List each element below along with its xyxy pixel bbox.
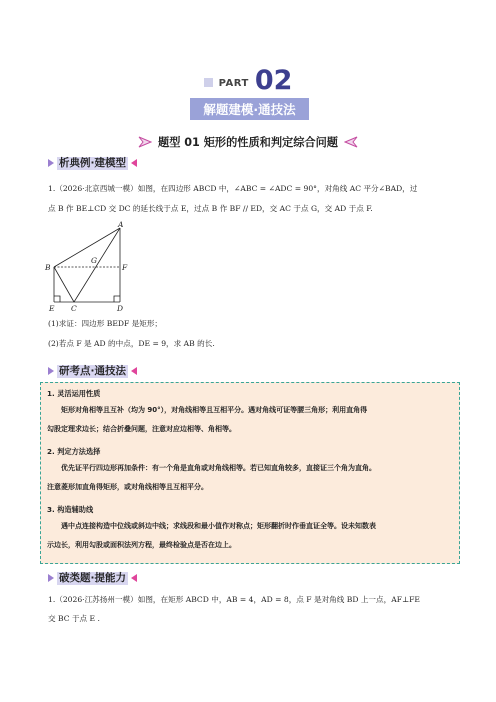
label-e: E <box>49 304 55 313</box>
part-number: 02 <box>254 65 293 96</box>
label-d: D <box>117 304 124 313</box>
right-ribbon-icon <box>344 135 358 149</box>
method-item-line: 优先证平行四边形再加条件：有一个角是直角或对角线相等。若已知直角较多，直接证三个角为直角。 <box>61 464 376 472</box>
label-g: G <box>91 256 97 265</box>
method-item-line: 矩形对角相等且互补（均为 90°），对角线相等且互相平分。遇对角线可证等腰三角形；利用直角得 <box>61 406 368 414</box>
method-item-line: 勾股定理求边长；结合折叠问题，注意对应边相等、角相等。 <box>47 425 236 433</box>
question-1: (1)求证：四边形 BEDF 是矩形； <box>48 319 163 328</box>
method-item-line: 注意菱形加直角得矩形，或对角线相等且互相平分。 <box>47 483 208 491</box>
practice-line-2: 交 BC 于点 E . <box>48 614 100 623</box>
section-label: 破类题·提能力 <box>59 571 126 584</box>
section-label: 研考点·通技法 <box>59 364 126 377</box>
triangle-left-icon <box>48 367 54 375</box>
method-item-line: 遇中点连接构造中位线或斜边中线；求线段和最小值作对称点；矩形翻折时作垂直证全等。设未知数表 <box>61 522 376 530</box>
type-title: 题型 01 矩形的性质和判定综合问题 <box>158 136 338 149</box>
practice-line-1: 1.（2026·江苏扬州一模）如图，在矩形 ABCD 中，AB = 4，AD = 8，点 F 是对角线 BD 上一点，AF⊥FE <box>48 595 420 604</box>
section-heading-method <box>48 364 137 378</box>
type-title-row <box>0 132 496 152</box>
part-square-icon <box>204 78 213 87</box>
section-heading-analyze <box>48 156 137 170</box>
triangle-right-icon <box>131 574 137 582</box>
left-ribbon-icon <box>138 135 152 149</box>
part-word: PART <box>218 78 249 89</box>
method-item-line: 示边长，利用勾股或面积法列方程，最终检验点是否在边上。 <box>47 541 236 549</box>
label-f: F <box>122 263 128 272</box>
label-b: B <box>45 263 51 272</box>
label-c: C <box>71 304 77 313</box>
section-heading-practice <box>48 571 137 585</box>
triangle-right-icon <box>131 367 137 375</box>
question-2: (2)若点 F 是 AD 的中点，DE = 9，求 AB 的长. <box>48 339 215 348</box>
method-item-title: 3. 构造辅助线 <box>47 505 94 514</box>
method-item-title: 2. 判定方法选择 <box>47 447 101 456</box>
method-item-title: 1. 灵活运用性质 <box>47 389 101 398</box>
label-a: A <box>118 220 124 229</box>
problem-line-2: 点 B 作 BE⊥CD 交 DC 的延长线于点 E，过点 B 作 BF // ED，交 AC 于点 G，交 AD 于点 F. <box>48 204 373 213</box>
method-box <box>40 382 460 564</box>
triangle-right-icon <box>131 159 137 167</box>
triangle-left-icon <box>48 574 54 582</box>
geometry-figure <box>40 218 136 318</box>
section-label: 析典例·建模型 <box>59 156 126 169</box>
problem-line-1: 1.（2026·北京西城一模）如图，在四边形 ABCD 中，∠ABC = ∠ADC = 90°，对角线 AC 平分∠BAD，过 <box>48 184 418 193</box>
part-header <box>0 64 496 94</box>
triangle-left-icon <box>48 159 54 167</box>
section-banner: 解题建模·通技法 <box>190 98 309 120</box>
